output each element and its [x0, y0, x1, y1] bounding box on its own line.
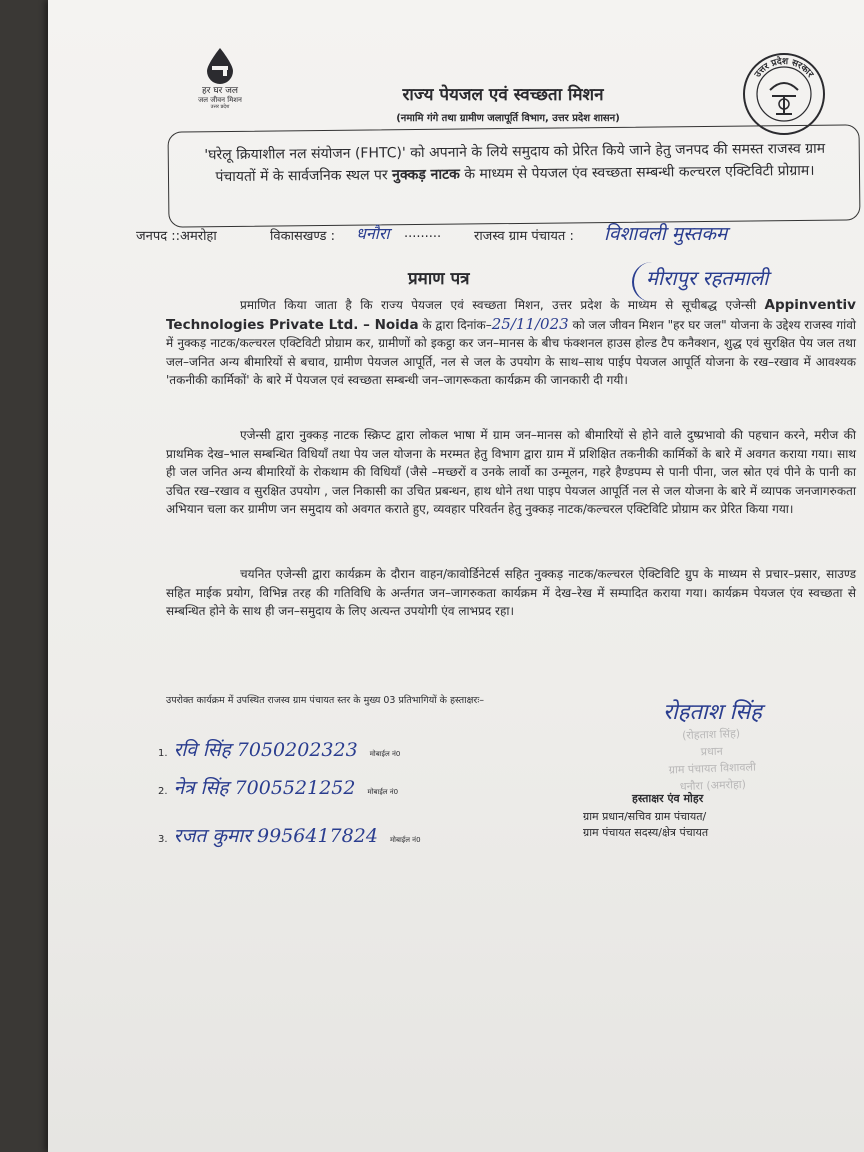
participant-row: 3. रजत कुमार 9956417824 मोबाईल नं0 [158, 825, 421, 847]
block-value: धनौरा [356, 224, 390, 243]
logo-tagline: हर घर जल [202, 86, 238, 96]
block-label: विकासखण्ड : [270, 229, 336, 244]
up-government-seal [742, 52, 826, 136]
official-stamp: (रोहताश सिंह) प्रधान ग्राम पंचायत विशावली धनौरा (अमरोहा) [668, 727, 757, 794]
logo-subtitle: जल जीवन मिशन [198, 96, 242, 104]
svg-text:उत्तर प्रदेश सरकार [753, 55, 816, 80]
pradhan-signature: रोहताश सिंह [663, 700, 762, 725]
participant-name: रजत कुमार [173, 825, 251, 847]
participant-name: रवि सिंह [173, 739, 231, 761]
paragraph-1: प्रमाणित किया जाता है कि राज्य पेयजल एवं स्वच्छता मिशन, उत्तर प्रदेश के माध्यम से सूचीबद्ध एजेन्सी Appinventiv Technologies Private Ltd. – Noida के द्वारा दिनांक–25/11/023 को जल जीवन मिशन "हर घर जल" योजना के उद्देश्य राजस्व गांवो में नुक्कड़ नाटक/कल्चरल एक्टिविटी प्रोग्राम कर, ग्रामीणों को इकट्ठा कर जन–मानस के बीच फंक्शनल हाउस होल्ड टैप कनैक्शन, शुद्ध एवं सुरक्षित पेय जल तथा जल–जनित अन्य बीमारियों से बचाव, ग्रामीण पेयजल आपूर्ति, नल से जल के उपयोग के साथ–साथ पाईप पेयजल आपूर्ति योजना के रख–रखाव में आवश्यक 'तकनीकी कार्मिकों' के बारे में पेयजल एवं स्वच्छता सम्बन्धी जन–जागरूकता कार्यक्रम की जानकारी दी गयी। [166, 297, 856, 387]
paragraph-2: एजेन्सी द्वारा नुक्कड़ नाटक स्क्रिप्ट द्वारा लोकल भाषा में ग्राम जन–मानस को बीमारियों से होने वाले दुष्प्रभावो की पहचान करने, मरीज की प्राथमिक देख–भाल सम्बन्धित विधियाँ तथा पेय जल योजना के मरम्मत हेतु विभाग द्वारा ग्राम में प्रशिक्षित तकनीकी कार्मिकों के बारे में अवगत कराया गया। साथ ही जल जनित अन्य बीमारियों के रोकथाम की विधियाँ (जैसे –मच्छरों व उनके लार्वो का उन्मूलन, गहरे हैण्डपम्प से पानी पीना, जल स्रोत एवं पीने के पानी का उचित रख–रखाव व सुरक्षित उपयोग , जल निकासी का उचित प्रबन्धन, हाथ धोने तथा पाइप पेयजल आपूर्ति नल से जल योजना के बारे में व्यापक जनजागरुकता अभियान चला कर ग्रामीण जन समुदाय को अवगत कराते हुए, व्यवहार परिवर्तन हेतु नुक्कड़ नाटक/कल्चरल एक्टिविटि प्रोग्राम कर प्रेरित किया गया। [166, 428, 856, 516]
gp-label: राजस्व ग्राम पंचायत : [474, 229, 574, 244]
block-dots: ......... [404, 226, 442, 241]
participants-intro: उपरोक्त कार्यक्रम में उपस्थित राजस्व ग्राम पंचायत स्तर के मुख्य 03 प्रतिभागियों के हस्ताक्षरः– [166, 695, 484, 706]
page-title: राज्य पेयजल एवं स्वच्छता मिशन [402, 85, 604, 105]
paragraph-3: चयनित एजेन्सी द्वारा कार्यक्रम के दौरान वाहन/कावोर्डिनेटर्स सहित नुक्कड़ नाटक/कल्चरल ऐक्टिविटि ग्रुप के माध्यम से प्रचार–प्रसार, साउण्ड सहित माईक प्रयोग, विभिन्न तरह की गतिविधि के अर्न्तगत जन–जागरुकता कार्यक्रम में देख–रेख में सम्पादित कराया गया। कार्यक्रम पेयजल एंव स्वच्छता से सम्बन्धित होने के साथ ही जन–समुदाय के लिए अत्यन्त उपयोगी एंव लाभप्रद रहा। [166, 567, 856, 618]
participant-mobile: 7005521252 [234, 777, 356, 799]
mobile-label: मोबाईल नं0 [389, 836, 421, 844]
seal-text: उत्तर प्रदेश सरकार [753, 56, 815, 80]
participant-row: 2. नेत्र सिंह 7005521252 मोबाईल नं0 [158, 777, 399, 799]
gp-value: विशावली मुस्तकम [604, 223, 728, 245]
participant-mobile: 9956417824 [257, 825, 378, 847]
jal-jeevan-logo [160, 46, 280, 110]
banner-text: 'घरेलू क्रियाशील नल संयोजन (FHTC)' को अपनाने के लिये समुदाय को प्रेरित किये जाने हेतु जनपद की समस्त राजस्व ग्राम पंचायतों में के सार्वजनिक स्थल पर नुक्कड़ नाटक के माध्यम से पेयजल एंव स्वच्छता सम्बन्धी कल्चरल एक्टिविटी प्रोग्राम। [204, 140, 826, 186]
district-label: जनपद ::अमरोहा [136, 229, 217, 244]
logo-state: उत्तर प्रदेश [210, 104, 230, 110]
page-subtitle: (नमामि गंगे तथा ग्रामीण जलापूर्ति विभाग, उत्तर प्रदेश शासन) [396, 113, 620, 124]
signatory-role-2: ग्राम पंचायत सदस्य/क्षेत्र पंचायत [583, 826, 709, 839]
participant-row: 1. रवि सिंह 7050202323 मोबाईल नं0 [158, 739, 401, 761]
participant-mobile: 7050202323 [236, 739, 358, 761]
mobile-label: मोबाईल नं0 [367, 788, 399, 796]
certificate-title: प्रमाण पत्र [408, 269, 470, 289]
gp-value-secondary: मीरापुर रहतमाली [646, 266, 769, 290]
signatory-role-1: ग्राम प्रधान/सचिव ग्राम पंचायत/ [583, 810, 707, 823]
certificate-page [48, 0, 864, 1152]
program-date: 25/11/023 [491, 314, 569, 333]
program-banner [168, 124, 861, 227]
water-drop-icon [201, 46, 239, 84]
agency-name: Appinventiv Technologies Private Ltd. – Noida [166, 297, 856, 333]
signature-label: हस्ताक्षर एंव मोहर [632, 792, 704, 805]
participant-name: नेत्र सिंह [173, 777, 229, 799]
mobile-label: मोबाईल नं0 [369, 750, 401, 758]
